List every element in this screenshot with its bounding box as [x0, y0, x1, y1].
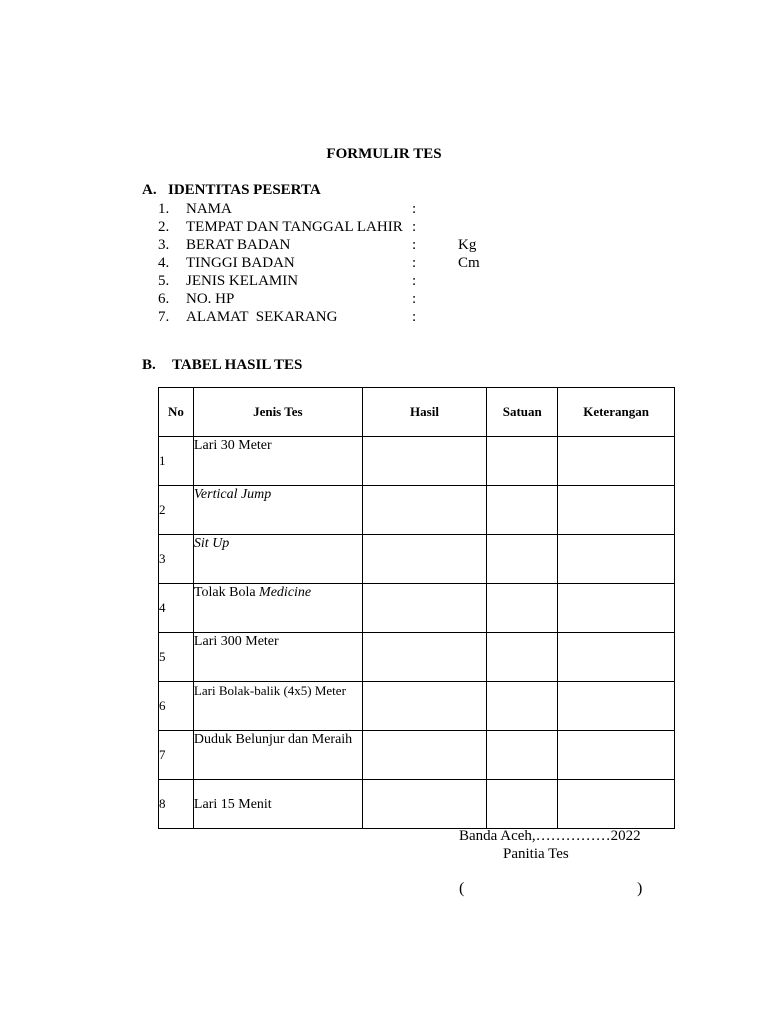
identity-number: 6.: [158, 291, 170, 307]
result-cell[interactable]: [362, 584, 487, 633]
table-row: [159, 633, 675, 682]
test-name-italic: Medicine: [259, 585, 312, 600]
identity-number: 1.: [158, 201, 170, 217]
test-name: [193, 437, 362, 486]
identity-number: 4.: [158, 255, 170, 271]
section-a-title: IDENTITAS PESERTA: [168, 182, 321, 198]
column-header-notes: Keterangan: [558, 388, 675, 437]
test-name-text: Lari 300 Meter: [193, 634, 279, 649]
signature-close-paren: ): [637, 880, 643, 897]
identity-label: JENIS KELAMIN: [186, 273, 299, 289]
identity-colon: :: [412, 255, 417, 271]
section-a-heading: [142, 182, 321, 199]
identity-unit: Kg: [458, 237, 477, 253]
notes-cell[interactable]: [558, 437, 675, 486]
test-name: [193, 584, 362, 633]
section-b-heading: [142, 357, 302, 374]
table-row: [159, 437, 675, 486]
notes-cell[interactable]: [558, 584, 675, 633]
result-cell[interactable]: [362, 486, 487, 535]
notes-cell[interactable]: [558, 731, 675, 780]
table-header-row: [159, 388, 675, 437]
identity-label: TEMPAT DAN TANGGAL LAHIR: [186, 219, 403, 235]
test-name: [193, 633, 362, 682]
column-header-unit: Satuan: [487, 388, 558, 437]
unit-cell[interactable]: [487, 486, 558, 535]
notes-cell[interactable]: [558, 682, 675, 731]
identity-label: NO. HP: [186, 291, 235, 307]
result-cell[interactable]: [362, 731, 487, 780]
identity-number: 5.: [158, 273, 170, 289]
identity-unit: Cm: [458, 255, 480, 271]
results-table: [158, 387, 675, 829]
notes-cell[interactable]: [558, 535, 675, 584]
test-name-text: Lari Bolak-balik (4x5) Meter: [193, 683, 346, 698]
section-b-letter: B.: [142, 357, 156, 373]
row-number: 3: [159, 535, 194, 584]
signature-place-date: Banda Aceh,……………2022: [459, 828, 641, 844]
row-number: 5: [159, 633, 194, 682]
notes-cell[interactable]: [558, 780, 675, 829]
result-cell[interactable]: [362, 437, 487, 486]
row-number: 1: [159, 437, 194, 486]
test-name-italic: Sit Up: [193, 536, 230, 551]
test-name: [193, 731, 362, 780]
test-name-text: Duduk Belunjur dan Meraih: [193, 732, 353, 747]
identity-label: ALAMAT SEKARANG: [186, 309, 338, 325]
identity-number: 7.: [158, 309, 170, 325]
unit-cell[interactable]: [487, 584, 558, 633]
test-name: [193, 486, 362, 535]
row-number: 6: [159, 682, 194, 731]
column-header-result: Hasil: [362, 388, 487, 437]
table-row: [159, 731, 675, 780]
table-row: [159, 780, 675, 829]
identity-number: 3.: [158, 237, 170, 253]
identity-number: 2.: [158, 219, 170, 235]
column-header-no: No: [159, 388, 194, 437]
result-cell[interactable]: [362, 780, 487, 829]
unit-cell[interactable]: [487, 633, 558, 682]
table-row: [159, 486, 675, 535]
unit-cell[interactable]: [487, 731, 558, 780]
result-cell[interactable]: [362, 633, 487, 682]
identity-colon: :: [412, 273, 417, 289]
column-header-test: Jenis Tes: [193, 388, 362, 437]
unit-cell[interactable]: [487, 535, 558, 584]
test-name-italic: Vertical Jump: [193, 487, 272, 502]
identity-colon: :: [412, 219, 417, 235]
identity-colon: :: [412, 237, 417, 253]
notes-cell[interactable]: [558, 486, 675, 535]
table-row: [159, 682, 675, 731]
identity-colon: :: [412, 201, 417, 217]
test-name: [193, 535, 362, 584]
test-name: [193, 780, 362, 829]
result-cell[interactable]: [362, 535, 487, 584]
unit-cell[interactable]: [487, 682, 558, 731]
result-cell[interactable]: [362, 682, 487, 731]
signature-role: Panitia Tes: [503, 846, 569, 862]
table-row: [159, 584, 675, 633]
identity-colon: :: [412, 309, 417, 325]
test-name-text: Lari 30 Meter: [193, 438, 272, 453]
identity-label: TINGGI BADAN: [186, 255, 295, 271]
section-b-title: TABEL HASIL TES: [172, 357, 303, 373]
section-a-letter: A.: [142, 182, 157, 198]
row-number: 8: [159, 780, 194, 829]
signature-open-paren: (: [459, 880, 465, 897]
test-name: [193, 682, 362, 731]
test-name-text: Lari 15 Menit: [193, 796, 272, 812]
page-title: FORMULIR TES: [326, 146, 442, 162]
unit-cell[interactable]: [487, 780, 558, 829]
test-name-text: Tolak Bola: [193, 585, 260, 600]
identity-colon: :: [412, 291, 417, 307]
identity-label: BERAT BADAN: [186, 237, 291, 253]
row-number: 4: [159, 584, 194, 633]
table-row: [159, 535, 675, 584]
row-number: 7: [159, 731, 194, 780]
row-number: 2: [159, 486, 194, 535]
identity-label: NAMA: [186, 201, 232, 217]
notes-cell[interactable]: [558, 633, 675, 682]
unit-cell[interactable]: [487, 437, 558, 486]
